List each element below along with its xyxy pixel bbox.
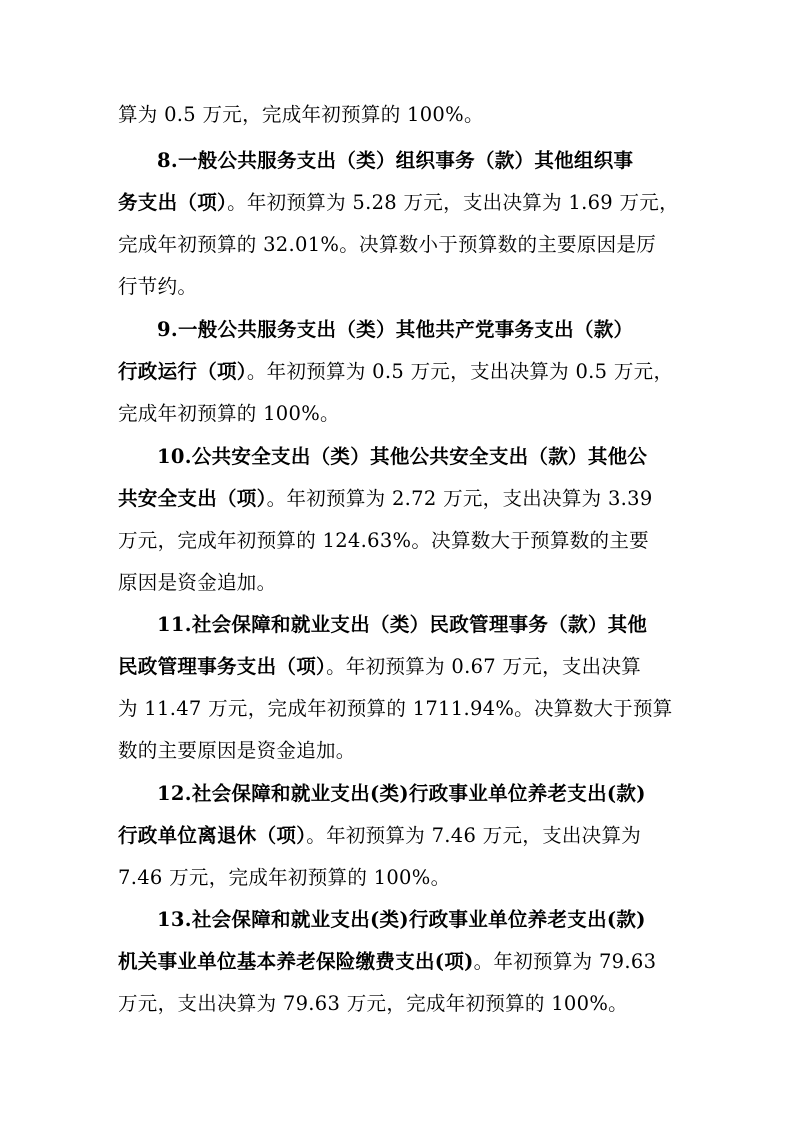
item-heading: 9.一般公共服务支出（类）其他共产党事务支出（款） (157, 318, 634, 341)
line-text: 。年初预算为 0.67 万元，支出决算 (326, 655, 642, 678)
item-heading: 13.社会保障和就业支出(类)行政事业单位养老支出(款) (157, 908, 646, 931)
paragraph-line (118, 562, 793, 604)
item-heading: 12.社会保障和就业支出(类)行政事业单位养老支出(款) (157, 782, 646, 805)
item-heading: 10.公共安全支出（类）其他公共安全支出（款）其他公 (157, 445, 648, 468)
paragraph-line (118, 94, 793, 136)
paragraph-line (118, 815, 793, 857)
item-heading: 行政单位离退休（项） (118, 824, 307, 847)
paragraph-line (118, 646, 793, 688)
paragraph-line (118, 520, 793, 562)
line-text: 完成年初预算的 32.01%。决算数小于预算数的主要原因是厉 (118, 233, 657, 256)
line-text: 。年初预算为 0.5 万元，支出决算为 0.5 万元， (246, 360, 674, 383)
paragraph-line (157, 604, 793, 646)
line-text: 万元，完成年初预算的 124.63%。决算数大于预算数的主要 (118, 529, 649, 552)
line-text: 7.46 万元，完成年初预算的 100%。 (118, 866, 451, 889)
paragraph-line (118, 393, 793, 435)
line-text: 。年初预算为 5.28 万元，支出决算为 1.69 万元， (227, 191, 679, 214)
paragraph-line (118, 182, 793, 224)
line-text: 算为 0.5 万元，完成年初预算的 100%。 (118, 103, 484, 126)
paragraph-line (157, 899, 793, 941)
paragraph-line (157, 309, 793, 351)
item-heading: 民政管理事务支出（项） (118, 655, 327, 678)
line-text: 万元，支出决算为 79.63 万元，完成年初预算的 100%。 (118, 992, 628, 1015)
line-text: 。年初预算为 7.46 万元，支出决算为 (306, 824, 642, 847)
paragraph-line (118, 351, 793, 393)
line-text: 原因是资金追加。 (118, 571, 277, 594)
item-heading: 共安全支出（项） (118, 487, 267, 510)
paragraph-line (118, 857, 793, 899)
paragraph-line (118, 224, 793, 266)
paragraph-line (118, 688, 793, 730)
line-text: 完成年初预算的 100%。 (118, 402, 340, 425)
paragraph-line (118, 266, 793, 308)
paragraph-line (157, 140, 793, 182)
line-text: 行节约。 (118, 275, 198, 298)
paragraph-line (157, 773, 793, 815)
line-text: 数的主要原因是资金追加。 (118, 739, 356, 762)
line-text: 。年初预算为 2.72 万元，支出决算为 3.39 (266, 487, 653, 510)
line-text: 为 11.47 万元，完成年初预算的 1711.94%。决算数大于预算 (118, 697, 673, 720)
paragraph-line (118, 983, 793, 1025)
item-heading: 8.一般公共服务支出（类）组织事务（款）其他组织事 (157, 149, 634, 172)
item-heading: 行政运行（项） (118, 360, 247, 383)
item-heading: 机关事业单位基本养老保险缴费支出(项) (118, 950, 474, 973)
paragraph-line (118, 941, 793, 983)
paragraph-line (157, 436, 793, 478)
item-heading: 11.社会保障和就业支出（类）民政管理事务（款）其他 (157, 613, 648, 636)
line-text: 。年初预算为 79.63 (473, 950, 657, 973)
paragraph-line (118, 478, 793, 520)
item-heading: 务支出（项） (118, 191, 228, 214)
paragraph-line (118, 730, 793, 772)
